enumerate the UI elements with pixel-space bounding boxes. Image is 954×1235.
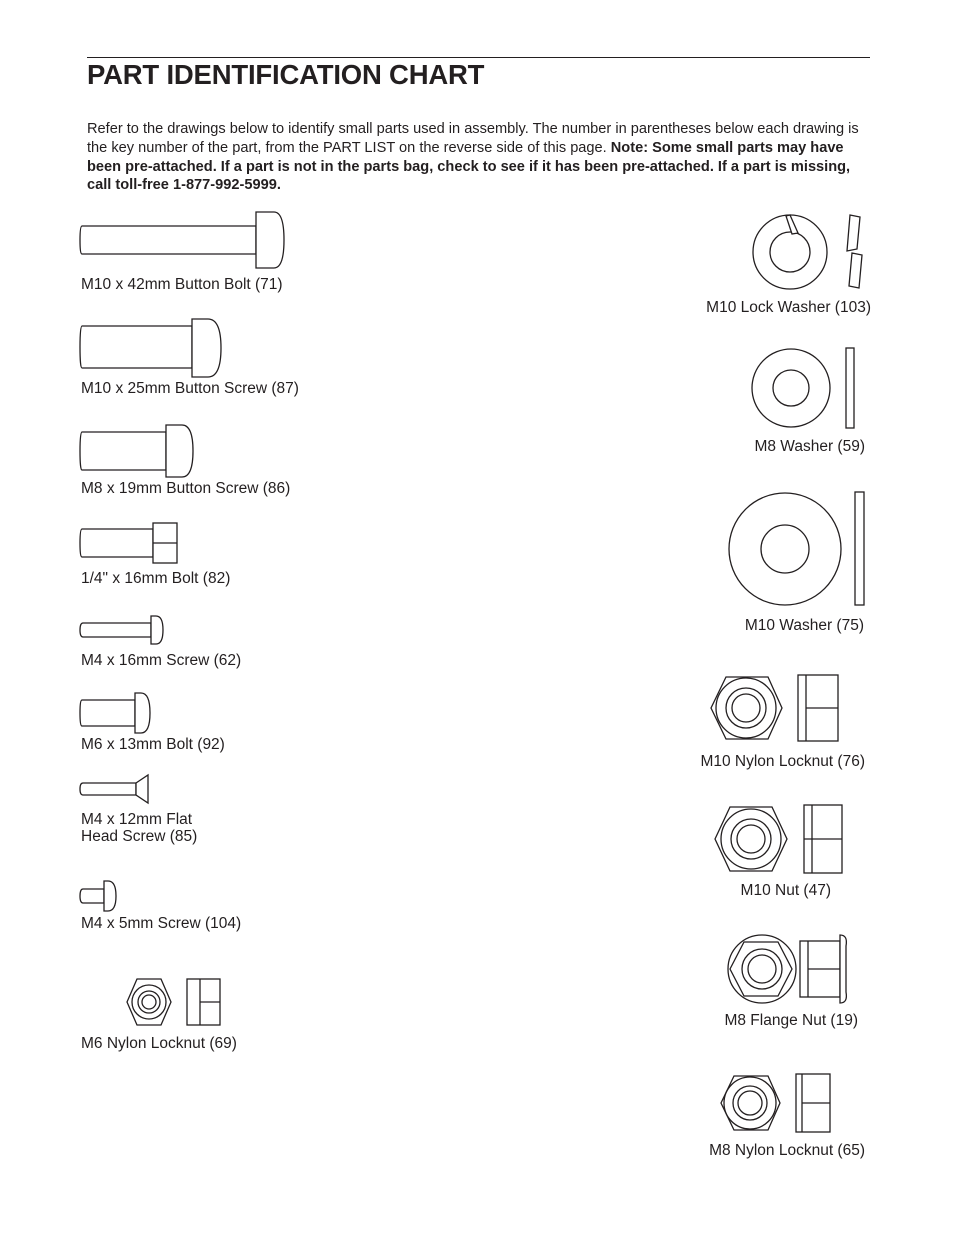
- washer-59-drawing: [748, 344, 862, 434]
- button-screw-87-label: M10 x 25mm Button Screw (87): [81, 380, 299, 397]
- washer-75-label: M10 Washer (75): [744, 617, 864, 634]
- washer-75-drawing: [726, 488, 872, 610]
- nylon-locknut-76-drawing: [706, 670, 846, 746]
- bolt-92-label: M6 x 13mm Bolt (92): [81, 736, 225, 753]
- bolt-92-drawing: [78, 690, 156, 736]
- nylon-locknut-76-label: M10 Nylon Locknut (76): [700, 753, 865, 770]
- nylon-locknut-69-drawing: [120, 972, 226, 1032]
- lock-washer-103-label: M10 Lock Washer (103): [706, 299, 871, 316]
- header-rule: [87, 57, 870, 58]
- screw-62-drawing: [78, 612, 168, 648]
- button-screw-86-drawing: [78, 422, 198, 480]
- screw-104-label: M4 x 5mm Screw (104): [81, 915, 242, 932]
- button-screw-86-label: M8 x 19mm Button Screw (86): [81, 480, 291, 497]
- flat-head-screw-85-label-2: Head Screw (85): [81, 828, 198, 845]
- button-bolt-71-label: M10 x 42mm Button Bolt (71): [81, 276, 283, 293]
- page-title: PART IDENTIFICATION CHART: [87, 59, 485, 90]
- screw-104-drawing: [78, 878, 122, 914]
- intro-text: Refer to the drawings below to identify small parts used in assembly. The number in parentheses below each drawing is the key number of the part, from the PART LIST on the reverse side of this page.: [87, 121, 859, 156]
- nylon-locknut-65-label: M8 Nylon Locknut (65): [709, 1142, 865, 1159]
- nylon-locknut-65-drawing: [716, 1070, 836, 1136]
- intro-note: Note: Some small parts may have been pre-attached. If a part is not in the parts bag, check to see if it has been pre-attached. If a part is missing, call toll-free 1-877-992-5999.: [87, 139, 851, 194]
- intro-paragraph: [87, 120, 877, 195]
- screw-62-label: M4 x 16mm Screw (62): [81, 652, 242, 669]
- washer-59-label: M8 Washer (59): [754, 438, 865, 455]
- flange-nut-19-drawing: [722, 932, 852, 1006]
- button-screw-87-drawing: [78, 316, 228, 382]
- nut-47-drawing: [710, 800, 850, 878]
- bolt-82-drawing: [78, 520, 182, 566]
- nut-47-label: M10 Nut (47): [740, 882, 831, 899]
- bolt-82-label: 1/4" x 16mm Bolt (82): [81, 570, 231, 587]
- nylon-locknut-69-label: M6 Nylon Locknut (69): [81, 1035, 237, 1052]
- flat-head-screw-85-drawing: [78, 772, 154, 806]
- button-bolt-71-drawing: [78, 208, 290, 274]
- lock-washer-103-drawing: [748, 208, 872, 296]
- flange-nut-19-label: M8 Flange Nut (19): [724, 1012, 858, 1029]
- flat-head-screw-85-label-1: M4 x 12mm Flat: [81, 811, 193, 828]
